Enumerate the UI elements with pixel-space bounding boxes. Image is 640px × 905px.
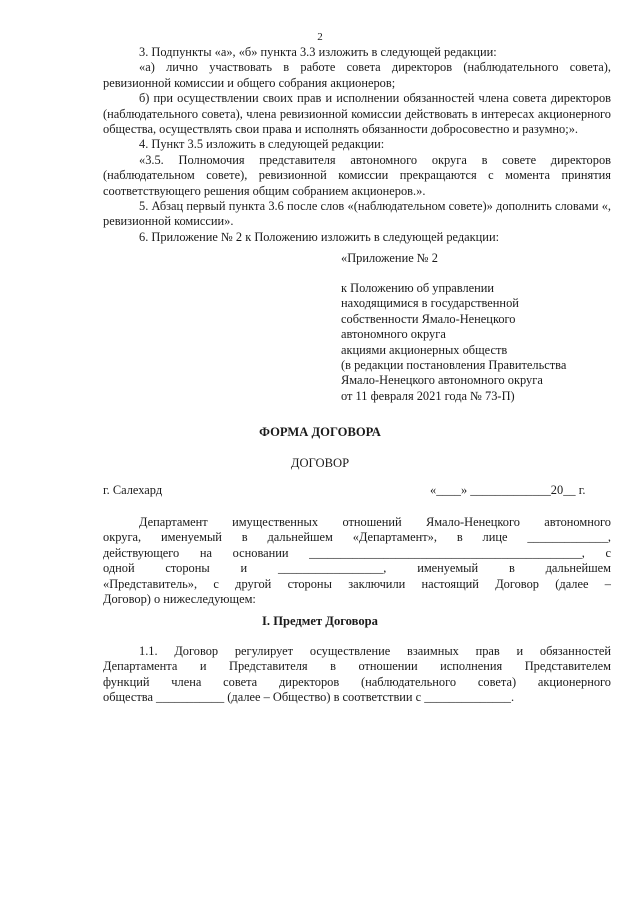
appendix-line: к Положению об управлении xyxy=(341,281,495,295)
amendment-5: 5. Абзац первый пункта 3.6 после слов «(наблюдательном совете)» дополнить словами «, ревизионной комиссии». xyxy=(103,199,611,229)
appendix-line: находящимися в государственной xyxy=(341,296,519,311)
preamble-line: «Представитель», с другой стороны заключили настоящий Договор (далее – xyxy=(103,576,611,591)
clause-line: общества ___________ (далее – Общество) в соответствии с ______________. xyxy=(103,690,515,705)
page-number: 2 xyxy=(317,31,323,43)
amendment-4-text: «3.5. Полномочия представителя автономного округа в совете директоров (наблюдательном совете), ревизионной комиссии прекращаются с момента принятия соответствующего решения общим собранием акционеров.». xyxy=(103,152,611,198)
city-label: г. Салехард xyxy=(103,483,163,497)
section-title: I. Предмет Договора xyxy=(262,614,378,628)
preamble-line: Департамент имущественных отношений Ямало-Ненецкого автономного xyxy=(139,515,611,529)
clause-1-1 xyxy=(103,644,611,706)
preamble-line: округа, именуемый в дальнейшем «Департамент», в лице _____________, xyxy=(103,530,611,545)
appendix-line: автономного округа xyxy=(341,327,446,342)
preamble-line: действующего на основании ____________________________________________, с xyxy=(103,545,611,560)
clause-line: функций члена совета директоров (наблюдательного совета) акционерного xyxy=(103,674,611,689)
appendix-label: «Приложение № 2 xyxy=(341,251,438,265)
preamble-line: одной стороны и _________________, именуемый в дальнейшем xyxy=(103,561,611,576)
appendix-line: (в редакции постановления Правительства xyxy=(341,358,567,373)
appendix-line: от 11 февраля 2021 года № 73-П) xyxy=(341,388,515,403)
amendment-4: 4. Пункт 3.5 изложить в следующей редакции: xyxy=(139,137,385,152)
date-line: «____» _____________20__ г. xyxy=(430,483,586,497)
amendment-3-b: б) при осуществлении своих прав и исполнении обязанностей члена совета директоров (наблюдательного совета), члена ревизионной комиссии действовать в интересах акционерного общества, осуществлять свои права и исполнять обязанности добросовестно и разумно;». xyxy=(103,91,611,137)
clause-line: 1.1. Договор регулирует осуществление взаимных прав и обязанностей xyxy=(139,644,611,658)
amendment-6: 6. Приложение № 2 к Положению изложить в следующей редакции: xyxy=(139,229,500,244)
contract-title: ДОГОВОР xyxy=(290,456,350,470)
appendix-line: собственности Ямало-Ненецкого xyxy=(341,311,516,326)
clause-line: Департамента и Представителя в отношении исполнения Представителем xyxy=(103,659,611,674)
appendix-header xyxy=(341,281,631,404)
amendment-3-a: «а) лично участвовать в работе совета директоров (наблюдательного совета), ревизионной комиссии и общего собрания акционеров; xyxy=(103,60,611,90)
form-title: ФОРМА ДОГОВОРА xyxy=(259,425,381,439)
preamble-line: Договор) о нижеследующем: xyxy=(103,592,256,607)
appendix-line: Ямало-Ненецкого автономного округа xyxy=(341,373,543,388)
preamble xyxy=(103,515,611,607)
amendments-block xyxy=(103,45,611,245)
appendix-line: акциями акционерных обществ xyxy=(341,342,508,357)
amendment-3: 3. Подпункты «а», «б» пункта 3.3 изложить в следующей редакции: xyxy=(139,45,497,59)
